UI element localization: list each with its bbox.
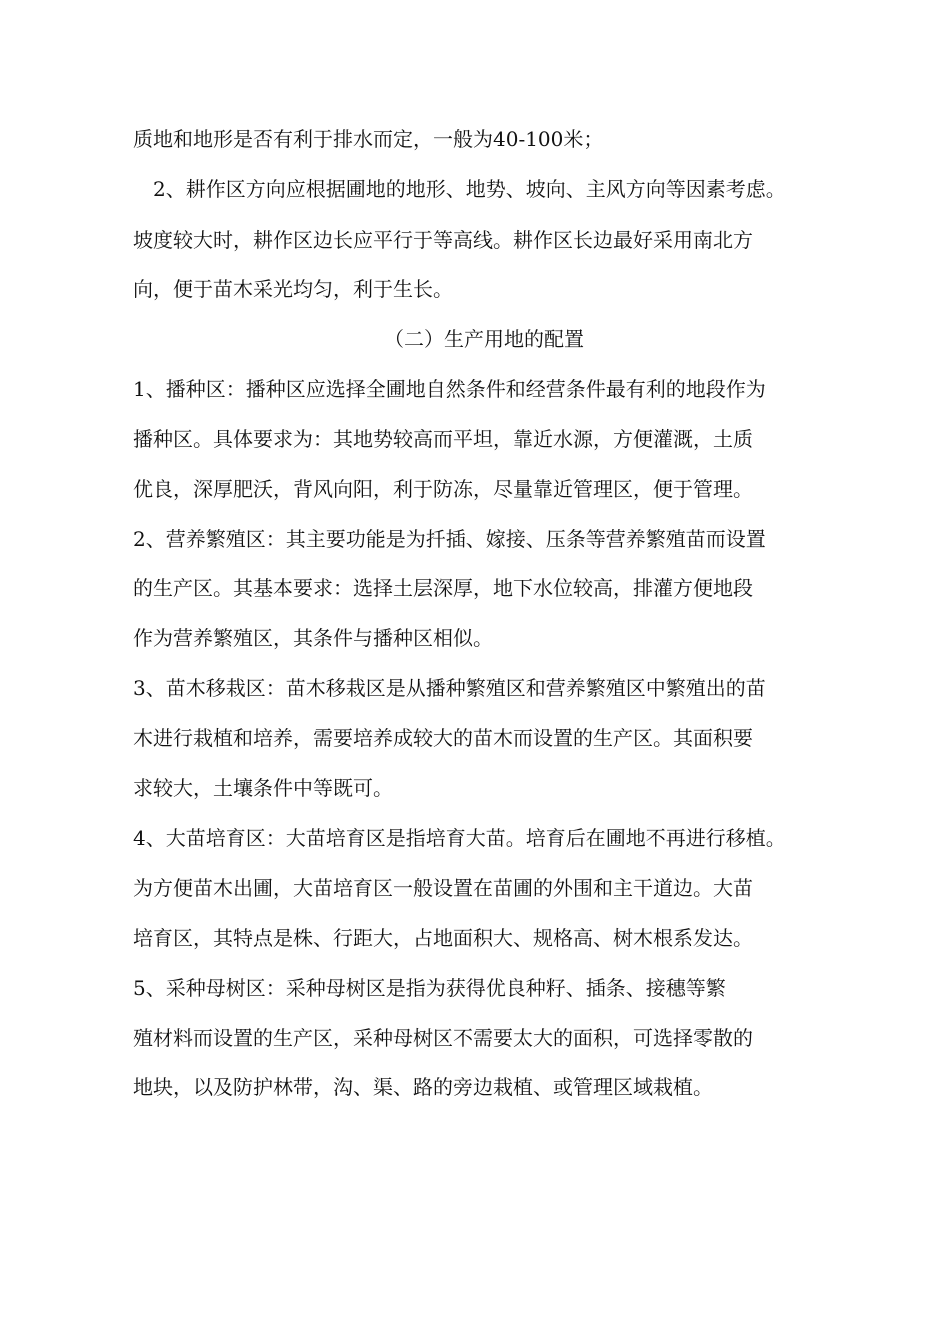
paragraph-line: 木进行栽植和培养，需要培养成较大的苗木而设置的生产区。其面积要 (133, 726, 753, 750)
paragraph-line: 求较大，土壤条件中等既可。 (133, 776, 393, 800)
paragraph-line: 4、大苗培育区：大苗培育区是指培育大苗。培育后在圃地不再进行移植。 (133, 826, 786, 850)
paragraph-line: 播种区。具体要求为：其地势较高而平坦，靠近水源，方便灌溉，土质 (133, 427, 753, 451)
paragraph-line: 2、耕作区方向应根据圃地的地形、地势、坡向、主风方向等因素考虑。 (153, 177, 786, 201)
paragraph-line: 作为营养繁殖区，其条件与播种区相似。 (133, 626, 493, 650)
paragraph-line: 坡度较大时，耕作区边长应平行于等高线。耕作区长边最好采用南北方 (133, 228, 753, 252)
paragraph-line: 殖材料而设置的生产区，采种母树区不需要太大的面积，可选择零散的 (133, 1026, 753, 1050)
paragraph-line: 为方便苗木出圃，大苗培育区一般设置在苗圃的外围和主干道边。大苗 (133, 876, 753, 900)
section-heading: （二）生产用地的配置 (384, 327, 584, 351)
paragraph-line: 质地和地形是否有利于排水而定，一般为40-100米； (133, 127, 604, 151)
paragraph-line: 1、播种区：播种区应选择全圃地自然条件和经营条件最有利的地段作为 (133, 377, 766, 401)
paragraph-line: 2、营养繁殖区：其主要功能是为扦插、嫁接、压条等营养繁殖苗而设置 (133, 527, 766, 551)
paragraph-line: 培育区，其特点是株、行距大，占地面积大、规格高、树木根系发达。 (133, 926, 753, 950)
paragraph-line: 地块，以及防护林带，沟、渠、路的旁边栽植、或管理区域栽植。 (133, 1075, 713, 1099)
paragraph-line: 3、苗木移栽区：苗木移栽区是从播种繁殖区和营养繁殖区中繁殖出的苗 (133, 676, 766, 700)
paragraph-line: 优良，深厚肥沃，背风向阳，利于防冻，尽量靠近管理区，便于管理。 (133, 477, 753, 501)
paragraph-line: 5、采种母树区：采种母树区是指为获得优良种籽、插条、接穗等繁 (133, 976, 726, 1000)
paragraph-line: 的生产区。其基本要求：选择土层深厚，地下水位较高，排灌方便地段 (133, 576, 753, 600)
paragraph-line: 向，便于苗木采光均匀，利于生长。 (133, 277, 453, 301)
